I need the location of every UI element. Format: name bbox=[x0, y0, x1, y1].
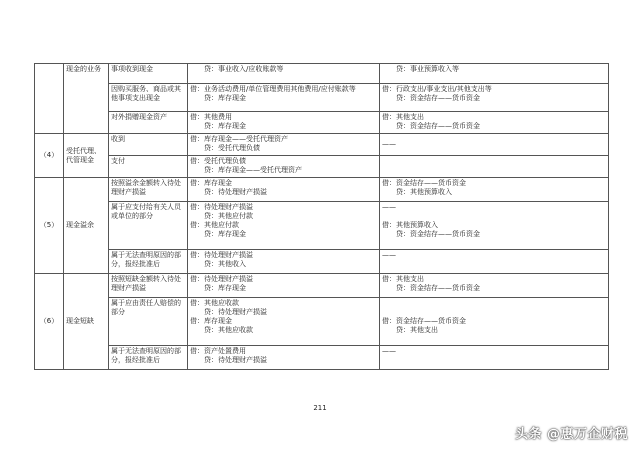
financial-entry-cell: 借：受托代理负债 贷：库存现金——受托代理资产 bbox=[188, 156, 380, 178]
table-row bbox=[35, 156, 609, 178]
event-cell: 因购买服务、商品或其他事项支出现金 bbox=[109, 84, 188, 112]
category-cell: 现金的业务 bbox=[64, 64, 109, 134]
event-cell: 属于无法查明原因的部分，报经批准后 bbox=[109, 346, 188, 370]
table-row bbox=[35, 274, 609, 298]
table-row bbox=[35, 64, 609, 84]
financial-entry-cell: 贷：事业收入/应收账款等 bbox=[188, 64, 380, 84]
financial-entry-cell: 借：其他应收款 贷：待处理财产损溢 借：库存现金 贷：其他应收款 bbox=[188, 298, 380, 346]
event-cell: 收到 bbox=[109, 134, 188, 156]
table-row bbox=[35, 298, 609, 346]
row-number-cell: （6） bbox=[35, 274, 64, 370]
category-cell: 现金溢余 bbox=[64, 178, 109, 274]
budget-entry-cell: 借：行政支出/事业支出/其他支出等 贷：资金结存——货币资金 bbox=[380, 84, 609, 112]
row-number-cell: （5） bbox=[35, 178, 64, 274]
event-cell: 按照短缺金额转入待处理财产损溢 bbox=[109, 274, 188, 298]
financial-entry-cell: 借：资产处置费用 贷：待处理财产损溢 bbox=[188, 346, 380, 370]
budget-entry-cell: —— bbox=[380, 346, 609, 370]
budget-entry-cell: 借：资金结存——货币资金 贷：其他支出 bbox=[380, 298, 609, 346]
table-row bbox=[35, 202, 609, 250]
table-row bbox=[35, 178, 609, 202]
event-cell: 属于无法查明原因的部分，报经批准后 bbox=[109, 250, 188, 274]
financial-entry-cell: 借：库存现金 贷：待处理财产损溢 bbox=[188, 178, 380, 202]
event-cell: 属于应由责任人赔偿的部分 bbox=[109, 298, 188, 346]
table-row bbox=[35, 346, 609, 370]
accounting-table bbox=[34, 63, 609, 370]
budget-entry-cell: 借：其他支出 贷：资金结存——货币资金 bbox=[380, 112, 609, 134]
table-row bbox=[35, 112, 609, 134]
budget-entry-cell: 借：资金结存——货币资金 贷：其他预算收入 bbox=[380, 178, 609, 202]
budget-entry-cell bbox=[380, 156, 609, 178]
budget-entry-cell: 借：其他支出 贷：资金结存——货币资金 bbox=[380, 274, 609, 298]
budget-entry-cell: 贷：事业预算收入等 bbox=[380, 64, 609, 84]
category-cell: 受托代理、代管现金 bbox=[64, 134, 109, 178]
watermark: 头条 @惠万企财税 bbox=[514, 427, 628, 442]
financial-entry-cell: 借：业务活动费用/单位管理费用其他费用/应付账款等 贷：库存现金 bbox=[188, 84, 380, 112]
event-cell: 事项收到现金 bbox=[109, 64, 188, 84]
row-number-cell: （4） bbox=[35, 134, 64, 178]
table-row bbox=[35, 84, 609, 112]
event-cell: 支付 bbox=[109, 156, 188, 178]
budget-entry-cell: —— 借：其他预算收入 贷：资金结存——货币资金 bbox=[380, 202, 609, 250]
financial-entry-cell: 借：库存现金——受托代理资产 贷：受托代理负债 bbox=[188, 134, 380, 156]
financial-entry-cell: 借：待处理财产损溢 贷：库存现金 bbox=[188, 274, 380, 298]
budget-entry-cell: —— bbox=[380, 250, 609, 274]
table-row bbox=[35, 250, 609, 274]
financial-entry-cell: 借：待处理财产损溢 贷：其他收入 bbox=[188, 250, 380, 274]
budget-entry-cell: —— bbox=[380, 134, 609, 156]
financial-entry-cell: 借：待处理财产损溢 贷：其他应付款 借：其他应付款 贷：库存现金 bbox=[188, 202, 380, 250]
category-cell: 现金短缺 bbox=[64, 274, 109, 370]
event-cell: 按照溢余金额转入待处理财产损溢 bbox=[109, 178, 188, 202]
table-row bbox=[35, 134, 609, 156]
page-number: 211 bbox=[313, 404, 327, 412]
event-cell: 属于应支付给有关人员或单位的部分 bbox=[109, 202, 188, 250]
row-number-cell bbox=[35, 64, 64, 134]
financial-entry-cell: 借：其他费用 贷：库存现金 bbox=[188, 112, 380, 134]
event-cell: 对外捐赠现金资产 bbox=[109, 112, 188, 134]
